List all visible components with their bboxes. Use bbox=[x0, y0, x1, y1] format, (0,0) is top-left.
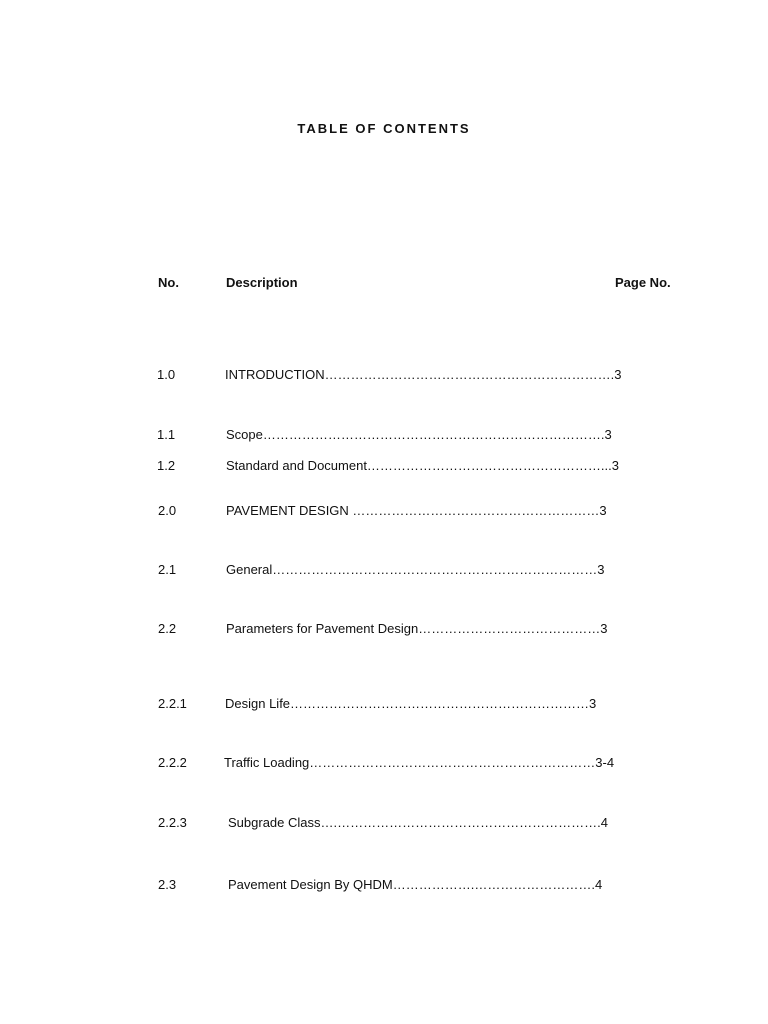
toc-entry-text: General…………………………………………………………………3 bbox=[226, 562, 605, 577]
toc-entry-text: Subgrade Class….…………………………………………………….4 bbox=[228, 815, 608, 830]
toc-entry-text: Standard and Document………………………………………………...3 bbox=[226, 458, 619, 473]
column-header-page-no: Page No. bbox=[615, 275, 671, 290]
toc-entry-number: 2.1 bbox=[158, 562, 177, 577]
toc-entry-number: 1.0 bbox=[157, 367, 176, 382]
toc-entry-number: 1.1 bbox=[157, 427, 176, 442]
toc-entry-text: Scope…………………………………………………………………….3 bbox=[226, 427, 612, 442]
toc-entry-text: Pavement Design By QHDM……………….……………………….4 bbox=[228, 877, 603, 892]
toc-entry-number: 2.3 bbox=[158, 877, 177, 892]
toc-entry-number: 2.2.3 bbox=[158, 815, 187, 830]
column-header-no: No. bbox=[158, 275, 179, 290]
page-title: TABLE OF CONTENTS bbox=[297, 121, 471, 136]
toc-entry-number: 2.2.2 bbox=[158, 755, 187, 770]
toc-entry-text: Design Life……………………………………………………………3 bbox=[225, 696, 597, 711]
toc-entry-text: Traffic Loading…………………………………………………………3-4 bbox=[224, 755, 615, 770]
toc-entry-text: INTRODUCTION………………………………………………………….3 bbox=[225, 367, 622, 382]
toc-entry-number: 1.2 bbox=[157, 458, 176, 473]
column-header-description: Description bbox=[226, 275, 298, 290]
toc-entry-text: PAVEMENT DESIGN …………………………………………………3 bbox=[226, 503, 607, 518]
toc-entry-number: 2.0 bbox=[158, 503, 177, 518]
toc-entry-text: Parameters for Pavement Design……………………………………3 bbox=[226, 621, 608, 636]
toc-entry-number: 2.2.1 bbox=[158, 696, 187, 711]
toc-entry-number: 2.2 bbox=[158, 621, 177, 636]
